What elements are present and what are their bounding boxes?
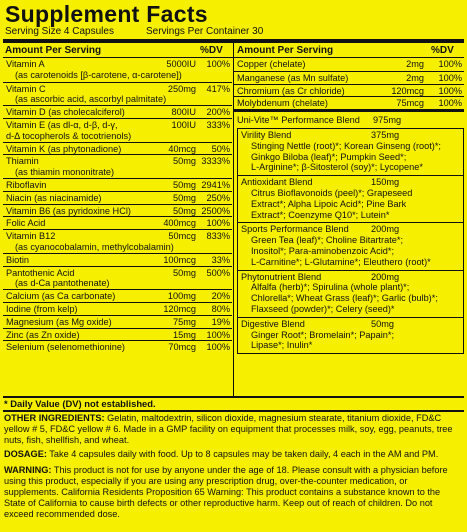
right-amount-header: Amount Per Serving xyxy=(237,45,334,56)
other-ingredients-label: OTHER INGREDIENTS: xyxy=(4,413,105,423)
sub-blend-ingredients: Flaxseed (powder)*; Celery (seed)* xyxy=(251,303,395,314)
nutrient-row xyxy=(3,191,232,205)
nutrient-row xyxy=(3,289,232,303)
nutrient-name: Vitamin B12 xyxy=(6,231,56,242)
nutrient-row xyxy=(3,82,232,107)
nutrient-row xyxy=(3,142,232,156)
nutrient-name: Pantothenic Acid xyxy=(6,267,75,278)
sub-blend-name: Phytonutrient Blend xyxy=(241,271,322,282)
panel-title: Supplement Facts xyxy=(5,1,208,27)
nutrient-row xyxy=(3,253,232,267)
nutrient-amount: 100IU xyxy=(171,120,196,130)
nutrient-name: Vitamin B6 (as pyridoxine HCl) xyxy=(6,205,131,216)
nutrient-dv: 200% xyxy=(206,107,230,118)
sub-blend-name: Antioxidant Blend xyxy=(241,177,313,188)
mineral-amount: 75mcg xyxy=(396,98,424,109)
nutrient-amount: 5000IU xyxy=(166,59,196,69)
mineral-row xyxy=(234,71,464,85)
sub-blend-name: Virility Blend xyxy=(241,130,292,140)
nutrient-name: Folic Acid xyxy=(6,218,46,229)
nutrient-amount: 50mcg xyxy=(168,231,196,242)
sub-blend-ingredients: Chlorella*; Wheat Grass (leaf)*; Garlic (bulb)*; xyxy=(251,293,438,304)
nutrient-amount: 800IU xyxy=(171,107,196,118)
nutrient-row xyxy=(3,328,232,342)
nutrient-source: (as carotenoids [β-carotene, α-carotene]) xyxy=(15,69,182,80)
sub-blend-name: Digestive Blend xyxy=(241,318,305,329)
nutrient-amount: 75mg xyxy=(173,316,196,327)
sub-blend-amount: 200mg xyxy=(371,224,400,235)
nutrient-name: Selenium (selenomethionine) xyxy=(6,342,125,353)
nutrient-source: d-Δ tocopherols & tocotrienols) xyxy=(6,130,132,141)
sub-blend-ingredients: L-Arginine*; β-Sitosterol (soy)*; Lycopene* xyxy=(251,162,423,173)
sub-blend-box xyxy=(237,270,464,318)
blend-header xyxy=(234,114,464,127)
nutrient-row xyxy=(3,118,232,143)
sub-blend-name: Sports Performance Blend xyxy=(241,224,349,235)
nutrient-dv: 100% xyxy=(206,218,230,229)
nutrient-dv: 100% xyxy=(206,329,230,340)
nutrient-name: Zinc (as Zn oxide) xyxy=(6,329,80,340)
nutrient-dv: 2941% xyxy=(201,180,230,190)
dv-footnote: * Daily Value (DV) not established. xyxy=(4,398,156,409)
mineral-name: Copper (chelate) xyxy=(237,59,306,69)
sub-blend-amount: 50mg xyxy=(371,318,394,329)
left-nutrient-column xyxy=(3,58,232,396)
nutrient-amount: 50mg xyxy=(173,156,196,167)
mineral-dv: 100% xyxy=(438,59,462,69)
mineral-row xyxy=(234,96,464,110)
blend-amount: 975mg xyxy=(373,115,402,126)
mineral-name: Manganese (as Mn sulfate) xyxy=(237,72,349,83)
serving-size: Serving Size 4 Capsules xyxy=(5,26,114,37)
sub-blend-ingredients: Stinging Nettle (root)*; Korean Ginseng (root)*; xyxy=(251,140,441,151)
nutrient-amount: 15mg xyxy=(173,329,196,340)
nutrient-amount: 50mg xyxy=(173,267,196,278)
sub-blend-ingredients: Inositol*; Para-aminobenzoic Acid*; xyxy=(251,245,394,256)
warning-text: This product is not for use by anyone under the age of 18. Please consult with a physician before using this product, especially if you are using any prescription drug, over-the-counter medication, or supplements. California Residents Proposition 65 Warning: This product contains a substance known to the State of California to cause birth defects or other reproductive harm. Keep out of reach of children. Do not exceed recommended dose. xyxy=(4,465,448,519)
nutrient-name: Vitamin A xyxy=(6,59,45,69)
nutrient-source: (as thiamin mononitrate) xyxy=(15,167,115,178)
blend-name: Uni-Vite™ Performance Blend xyxy=(237,115,360,126)
sub-blend-box xyxy=(237,175,464,223)
nutrient-dv: 500% xyxy=(206,267,230,278)
dosage-text: Take 4 capsules daily with food. Up to 8 capsules may be taken daily, 4 each in the AM and PM. xyxy=(49,449,439,459)
nutrient-name: Riboflavin xyxy=(6,180,47,190)
sub-blend-amount: 150mg xyxy=(371,177,400,188)
sub-blend-ingredients: Alfalfa (herb)*; Spirulina (whole plant)*; xyxy=(251,282,410,293)
nutrient-amount: 40mcg xyxy=(168,143,196,154)
sub-blend-amount: 200mg xyxy=(371,271,400,282)
nutrient-amount: 50mg xyxy=(173,192,196,203)
dosage xyxy=(4,449,464,460)
nutrient-name: Vitamin E (as dl-α, d-β, d-γ, xyxy=(6,120,118,130)
nutrient-row xyxy=(3,340,232,354)
nutrient-amount: 70mcg xyxy=(168,342,196,353)
nutrient-name: Niacin (as niacinamide) xyxy=(6,192,102,203)
nutrient-amount: 100mg xyxy=(167,291,196,302)
mineral-amount: 2mg xyxy=(406,59,424,69)
nutrient-name: Calcium (as Ca carbonate) xyxy=(6,291,116,302)
other-ingredients-text: Gelatin, maltodextrin, silicon dioxide, magnesium stearate, titanium dioxide, FD&C yellow # 5, FD&C yellow # 6. Made in a GMP facility on equipment that processes milk, soy, egg, peanuts, tree nuts, fish, shellfish, and wheat. xyxy=(4,413,453,445)
left-dv-header: %DV xyxy=(200,45,223,56)
sub-blend-ingredients: Green Tea (leaf)*; Choline Bitartrate*; xyxy=(251,235,404,246)
sub-blend-ingredients: Ginger Root*; Bromelain*; Papain*; xyxy=(251,329,394,340)
nutrient-amount: 100mcg xyxy=(163,254,196,265)
nutrient-amount: 120mcg xyxy=(163,304,196,314)
nutrient-dv: 20% xyxy=(211,291,230,302)
mineral-row xyxy=(234,58,464,71)
nutrient-dv: 100% xyxy=(206,342,230,353)
mineral-dv: 100% xyxy=(438,98,462,109)
nutrient-row xyxy=(3,266,232,291)
sub-blend-box xyxy=(237,317,464,354)
nutrient-dv: 2500% xyxy=(201,205,230,216)
nutrient-row xyxy=(3,315,232,329)
warning-label: WARNING: xyxy=(4,465,52,475)
sub-blend-ingredients: Extract*; Alpha Lipoic Acid*; Pine Bark xyxy=(251,198,407,209)
nutrient-name: Vitamin C xyxy=(6,83,46,94)
sub-blend-box xyxy=(237,222,464,270)
mineral-dv: 100% xyxy=(438,72,462,83)
sub-blend-ingredients: L-Carnitine*; L-Glutamine*; Eleuthero (root)* xyxy=(251,256,431,267)
nutrient-dv: 100% xyxy=(206,59,230,69)
nutrient-source: (as ascorbic acid, ascorbyl palmitate) xyxy=(15,94,167,105)
nutrient-row xyxy=(3,302,232,316)
thick-rule-bottom xyxy=(3,410,464,412)
blend-rule xyxy=(234,109,464,112)
mineral-name: Molybdenum (chelate) xyxy=(237,98,328,109)
sub-blend-box xyxy=(237,128,464,176)
nutrient-row xyxy=(3,154,232,179)
nutrient-name: Vitamin D (as cholecalciferol) xyxy=(6,107,125,118)
nutrient-source: (as d-Ca pantothenate) xyxy=(15,278,110,289)
servings-per-container: Servings Per Container 30 xyxy=(146,26,264,37)
nutrient-row xyxy=(3,178,232,192)
nutrient-dv: 19% xyxy=(211,316,230,327)
mineral-dv: 100% xyxy=(438,85,462,96)
nutrient-name: Magnesium (as Mg oxide) xyxy=(6,316,112,327)
nutrient-dv: 3333% xyxy=(201,156,230,167)
sub-blend-ingredients: Extract*; Coenzyme Q10*; Lutein* xyxy=(251,209,390,220)
nutrient-dv: 50% xyxy=(211,143,230,154)
nutrient-dv: 250% xyxy=(206,192,230,203)
nutrient-name: Vitamin K (as phytonadione) xyxy=(6,143,122,154)
nutrient-row xyxy=(3,216,232,230)
nutrient-name: Iodine (from kelp) xyxy=(6,304,78,314)
nutrient-dv: 333% xyxy=(206,120,230,130)
nutrient-source: (as cyanocobalamin, methylcobalamin) xyxy=(15,241,174,252)
other-ingredients xyxy=(4,413,464,446)
nutrient-dv: 33% xyxy=(211,254,230,265)
sub-blend-ingredients: Citrus Bioflavonoids (peel)*; Grapeseed xyxy=(251,187,413,198)
right-nutrient-column xyxy=(234,58,464,396)
mineral-row xyxy=(234,84,464,98)
mineral-amount: 120mcg xyxy=(391,85,424,96)
nutrient-row xyxy=(3,58,232,82)
left-amount-header: Amount Per Serving xyxy=(5,45,102,56)
mineral-name: Chromium (as Cr chloride) xyxy=(237,85,345,96)
nutrient-amount: 50mg xyxy=(173,205,196,216)
sub-blend-amount: 375mg xyxy=(371,130,400,140)
nutrient-row xyxy=(3,105,232,119)
nutrient-row xyxy=(3,229,232,254)
nutrient-dv: 80% xyxy=(211,304,230,314)
dosage-label: DOSAGE: xyxy=(4,449,47,459)
nutrient-name: Biotin xyxy=(6,254,29,265)
nutrient-name: Thiamin xyxy=(6,156,39,167)
nutrient-amount: 400mcg xyxy=(163,218,196,229)
sub-blend-ingredients: Ginkgo Biloba (leaf)*; Pumpkin Seed*; xyxy=(251,151,407,162)
nutrient-row xyxy=(3,204,232,218)
nutrient-amount: 250mg xyxy=(167,83,196,94)
sub-blend-ingredients: Lipase*; Inulin* xyxy=(251,340,313,351)
warning xyxy=(4,465,464,520)
nutrient-dv: 417% xyxy=(206,83,230,94)
nutrient-dv: 833% xyxy=(206,231,230,242)
nutrient-amount: 50mg xyxy=(173,180,196,190)
mineral-amount: 2mg xyxy=(406,72,424,83)
right-dv-header: %DV xyxy=(431,45,454,56)
